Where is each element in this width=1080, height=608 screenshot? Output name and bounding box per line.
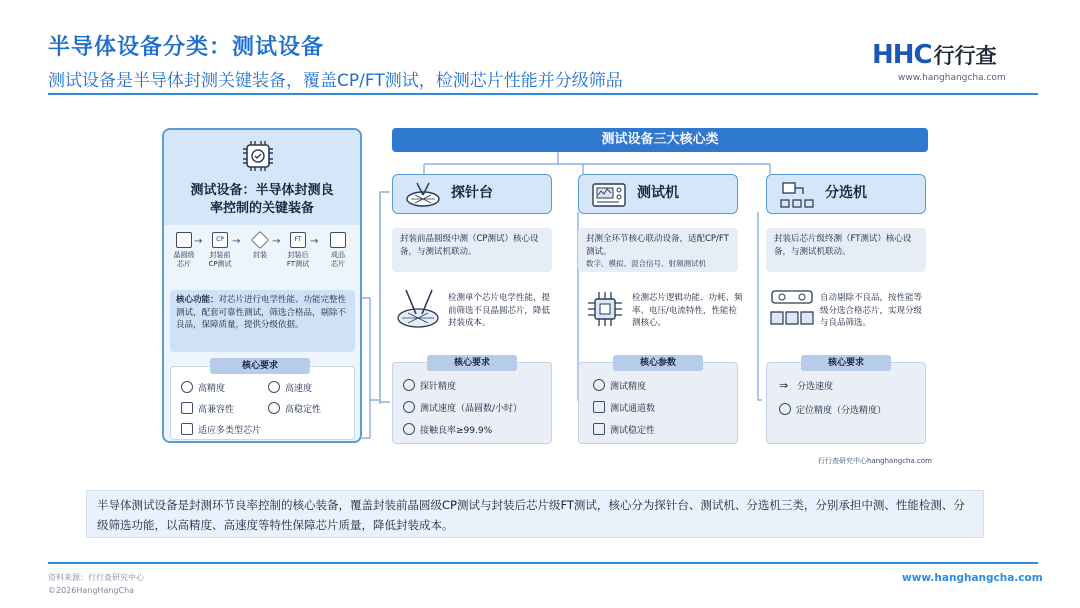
req-item-label: 高兼容性	[198, 405, 235, 415]
page-subtitle: 测试设备是半导体封测关键装备，覆盖CP/FT测试，检测芯片性能并分级筛品	[48, 71, 623, 91]
req-item	[593, 401, 655, 414]
wafer-probe-icon	[403, 180, 443, 210]
trend-chart-icon	[593, 423, 605, 435]
left-req-header: 核心要求	[210, 358, 310, 374]
req-item	[403, 379, 456, 392]
req-item	[181, 381, 225, 394]
req-item-label: 分选速度	[797, 382, 834, 392]
sorter-icon	[777, 180, 817, 210]
req-item	[779, 403, 886, 416]
flow-step-label: 封装前 CP测试	[208, 251, 232, 268]
tester-function: 检测芯片逻辑功能、功耗、频率、电压/电流特性，性能检测核心。	[632, 293, 743, 328]
footer-divider	[48, 562, 1038, 564]
req-item	[779, 379, 833, 392]
req-item	[593, 423, 655, 436]
category-name: 测试机	[637, 185, 679, 201]
arrow-right-icon: →	[232, 236, 241, 247]
chip-icon	[181, 423, 193, 435]
prober-desc-text: 封装前晶圆级中测（CP测试）核心设备，与测试机联动。	[400, 234, 539, 257]
req-item-label: 探针精度	[420, 382, 457, 392]
req-item-label: 接触良率≥99.9%	[420, 426, 493, 436]
diagram-source-note: 行行查研究中心hanghangcha.com	[818, 457, 932, 465]
flow-step	[284, 232, 312, 269]
arrow-right-icon: →	[272, 236, 281, 247]
finished-chip-icon	[330, 232, 346, 248]
req-item	[403, 401, 522, 414]
category-name: 分选机	[825, 185, 867, 201]
package-icon	[251, 231, 269, 249]
logo-name: 行行查	[933, 44, 997, 68]
tester-types: 数字、模拟、混合信号、射频测试机	[586, 259, 706, 268]
req-item	[181, 423, 261, 436]
flow-step-label: 晶圆级 芯片	[173, 251, 195, 268]
req-item	[268, 381, 312, 394]
logo-url: www.hanghangcha.com	[898, 73, 1006, 83]
arrow-right-icon: →	[194, 236, 203, 247]
core-function	[170, 290, 355, 352]
prober-description	[392, 228, 552, 272]
req-item-label: 高精度	[198, 384, 226, 394]
prober-function: 检测单个芯片电学性能，提前筛选不良晶圆芯片，降低封装成本。	[448, 293, 551, 328]
chip-circuit-icon	[584, 288, 626, 330]
req-item	[403, 423, 492, 436]
tester-description	[578, 228, 738, 272]
handler-req-header: 核心要求	[801, 355, 891, 371]
double-arrow-icon: ⇒	[779, 379, 789, 392]
handler-function: 自动剔除不良品，按性能等级分选合格芯片，实现分级与良品筛选。	[820, 293, 923, 328]
flow-step	[206, 232, 234, 269]
handler-description	[766, 228, 926, 272]
chip-check-icon	[240, 138, 276, 174]
speedometer-icon	[403, 401, 415, 413]
req-item-label: 定位精度（分选精度）	[796, 406, 887, 416]
category-name: 探针台	[451, 185, 493, 201]
footer-source	[48, 571, 144, 597]
target-icon	[181, 381, 193, 393]
header-divider	[48, 93, 1038, 95]
category-prober[interactable]	[392, 174, 552, 214]
sorting-trays-icon	[768, 288, 816, 330]
req-item-label: 测试通道数	[610, 404, 656, 414]
req-item	[593, 379, 646, 392]
compatibility-icon	[181, 402, 193, 414]
req-item-label: 测试精度	[610, 382, 647, 392]
flow-step	[246, 232, 274, 260]
core-function-label: 核心功能：	[176, 295, 219, 305]
test-machine-icon	[589, 180, 629, 210]
page-title: 半导体设备分类：测试设备	[48, 35, 325, 60]
footer-url-link[interactable]: www.hanghangcha.com	[902, 572, 1043, 584]
gauge-icon	[403, 379, 415, 391]
arrow-right-icon: →	[310, 236, 319, 247]
crosshair-icon	[779, 403, 791, 415]
req-item-label: 高速度	[285, 384, 313, 394]
cp-test-icon: CP	[212, 232, 228, 248]
brand-logo[interactable]	[872, 40, 1042, 90]
wafer-chip-icon	[176, 232, 192, 248]
req-item-label: 高稳定性	[285, 405, 322, 415]
logo-mark: HHC	[872, 40, 932, 70]
tester-parameters	[578, 362, 738, 444]
req-item-label: 测试稳定性	[610, 426, 656, 436]
ft-test-icon: FT	[290, 232, 306, 248]
flow-step	[324, 232, 352, 269]
target-icon	[593, 379, 605, 391]
req-item	[181, 402, 234, 415]
handler-requirements	[766, 362, 926, 444]
tester-desc-text: 封测全环节核心联动设备，适配CP/FT测试。	[586, 234, 729, 257]
req-item-label: 适应多类型芯片	[198, 426, 262, 436]
test-flow	[170, 232, 356, 282]
category-tester[interactable]	[578, 174, 738, 214]
main-category-header: 测试设备三大核心类	[392, 128, 928, 152]
category-handler[interactable]	[766, 174, 926, 214]
summary-text: 半导体测试设备是封测环节良率控制的核心装备，覆盖封装前晶圆级CP测试与封装后芯片级FT测试，核心分为探针台、测试机、分选机三类，分别承担中测、性能检测、分级筛选功能，以高精度、高速度等特性保障芯片质量，降低封装成本。	[86, 490, 984, 538]
left-panel-title	[164, 182, 360, 218]
footer-copyright: ©2026HangHangCha	[48, 586, 135, 595]
prober-requirements	[392, 362, 552, 444]
prober-needle-icon	[394, 286, 444, 330]
req-item-label: 测试速度（晶圆数/小时）	[420, 404, 523, 414]
channels-icon	[593, 401, 605, 413]
speed-icon	[268, 381, 280, 393]
footer-source-text: 资料来源：行行查研究中心	[48, 573, 144, 582]
left-requirements	[170, 366, 355, 440]
stability-icon	[268, 402, 280, 414]
flow-step-label: 封装后 FT测试	[286, 251, 310, 268]
left-title-line2: 率控制的关键装备	[209, 201, 314, 216]
left-title-line1: 测试设备：半导体封测良	[190, 183, 334, 198]
core-function-text: 对芯片进行电学性能、功能完整性测试，配套可靠性测试，筛选合格品，剔除不良品，保障质量，提供分级依据。	[176, 295, 347, 330]
handler-desc-text: 封装后芯片级终测（FT测试）核心设备，与测试机联动。	[774, 234, 912, 257]
prober-req-header: 核心要求	[427, 355, 517, 371]
flow-step-label: 封装	[253, 251, 267, 259]
req-item	[268, 402, 321, 415]
tester-param-header: 核心参数	[613, 355, 703, 371]
shield-check-icon	[403, 423, 415, 435]
flow-step-label: 成品 芯片	[331, 251, 345, 268]
